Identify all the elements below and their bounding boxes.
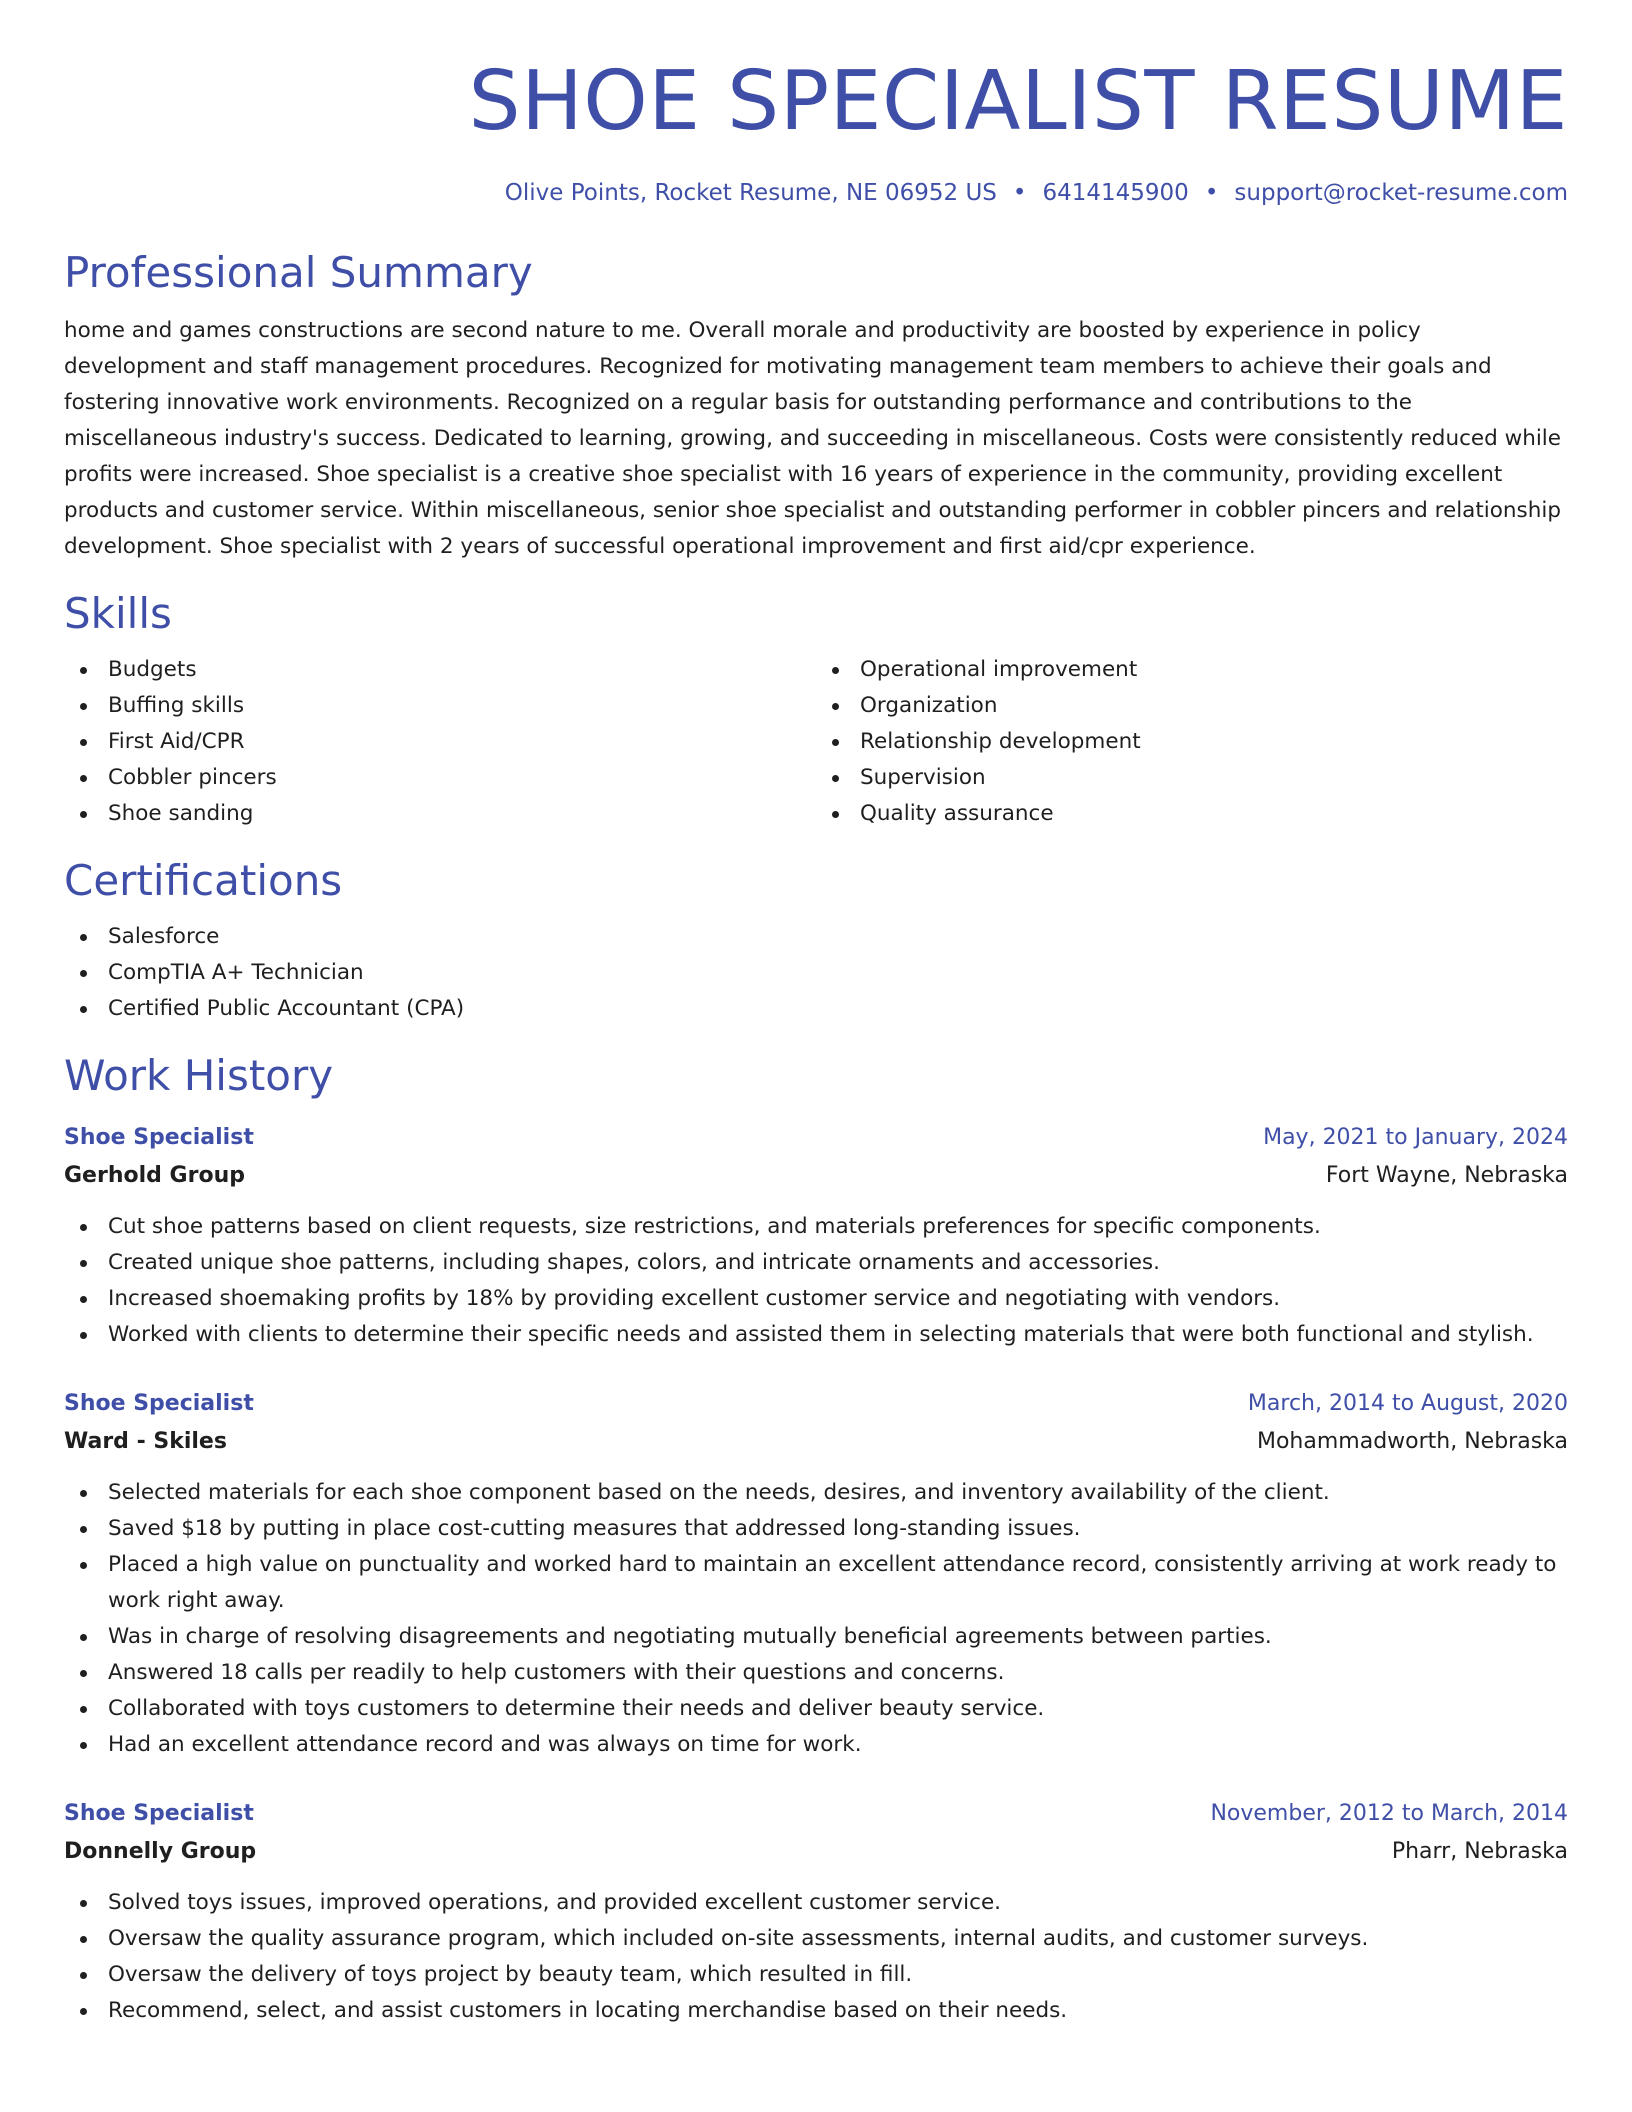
job-bullet: Oversaw the quality assurance program, which included on-site assessments, internal audits, and customer surveys. [108, 1921, 1568, 1957]
job-dates: May, 2021 to January, 2024 [1263, 1125, 1568, 1150]
job-bullet: Answered 18 calls per readily to help customers with their questions and concerns. [108, 1655, 1568, 1691]
job-title: Shoe Specialist [64, 1801, 254, 1826]
summary-heading: Professional Summary [64, 248, 533, 297]
job-bullets [64, 1209, 1568, 1353]
job-bullet: Selected materials for each shoe component based on the needs, desires, and inventory availability of the client. [108, 1475, 1568, 1511]
contact-address: Olive Points, Rocket Resume, NE 06952 US [504, 180, 997, 206]
skill-item: First Aid/CPR [108, 724, 816, 760]
resume-page [64, 0, 1568, 2029]
job-dates: November, 2012 to March, 2014 [1210, 1801, 1568, 1826]
job-bullet: Created unique shoe patterns, including shapes, colors, and intricate ornaments and accessories. [108, 1245, 1568, 1281]
job-location: Pharr, Nebraska [1391, 1839, 1568, 1864]
contact-line [64, 178, 1568, 208]
summary-section [64, 246, 1568, 565]
contact-email: support@rocket-resume.com [1234, 180, 1568, 206]
work-history-heading: Work History [64, 1051, 334, 1100]
skill-item: Quality assurance [860, 796, 1568, 832]
job-header-row [64, 1795, 1568, 1833]
skill-item: Shoe sanding [108, 796, 816, 832]
resume-title: SHOE SPECIALIST RESUME [468, 54, 1568, 149]
skill-item: Supervision [860, 760, 1568, 796]
summary-text: home and games constructions are second nature to me. Overall morale and productivity are boosted by experience in policy development and staff management procedures. Recognized for motivating management team members to achieve their goals and fostering innovative work environments. Recognized on a regular basis for outstanding performance and contributions to the miscellaneous industry's success. Dedicated to learning, growing, and succeeding in miscellaneous. Costs were consistently reduced while profits were increased. Shoe specialist is a creative shoe specialist with 16 years of experience in the community, providing excellent products and customer service. Within miscellaneous, senior shoe specialist and outstanding performer in cobbler pincers and relationship development. Shoe specialist with 2 years of successful operational improvement and first aid/cpr experience. [64, 318, 1561, 559]
job-bullet: Cut shoe patterns based on client requests, size restrictions, and materials preferences for specific components. [108, 1209, 1568, 1245]
job-title: Shoe Specialist [64, 1391, 254, 1416]
contact-separator: • [1204, 180, 1219, 206]
job-location: Mohammadworth, Nebraska [1256, 1429, 1568, 1454]
job-company: Gerhold Group [64, 1163, 245, 1188]
work-history-section [64, 1049, 1568, 2029]
job-bullets [64, 1885, 1568, 2029]
job-location: Fort Wayne, Nebraska [1325, 1163, 1568, 1188]
job-bullet: Placed a high value on punctuality and worked hard to maintain an excellent attendance record, consistently arriving at work ready to work right away. [108, 1547, 1568, 1619]
job-entry [64, 1795, 1568, 2029]
skill-item: Operational improvement [860, 652, 1568, 688]
certification-item: Certified Public Accountant (CPA) [108, 991, 1568, 1027]
job-company: Donnelly Group [64, 1839, 257, 1864]
skill-item: Budgets [108, 652, 816, 688]
job-dates: March, 2014 to August, 2020 [1247, 1391, 1568, 1416]
certifications-list [64, 919, 1568, 1027]
skills-heading: Skills [64, 589, 172, 638]
job-entry [64, 1119, 1568, 1353]
job-bullet: Had an excellent attendance record and was always on time for work. [108, 1727, 1568, 1763]
skill-item: Cobbler pincers [108, 760, 816, 796]
job-bullet: Recommend, select, and assist customers in locating merchandise based on their needs. [108, 1993, 1568, 2029]
job-company-row [64, 1157, 1568, 1195]
certifications-section [64, 854, 1568, 1027]
job-bullets [64, 1475, 1568, 1763]
skills-list-left [64, 652, 816, 832]
job-header-row [64, 1385, 1568, 1423]
job-bullet: Was in charge of resolving disagreements and negotiating mutually beneficial agreements between parties. [108, 1619, 1568, 1655]
job-bullet: Worked with clients to determine their specific needs and assisted them in selecting materials that were both functional and stylish. [108, 1317, 1568, 1353]
contact-phone: 6414145900 [1042, 180, 1189, 206]
job-bullet: Collaborated with toys customers to determine their needs and deliver beauty service. [108, 1691, 1568, 1727]
job-company: Ward - Skiles [64, 1429, 227, 1454]
certification-item: Salesforce [108, 919, 1568, 955]
skill-item: Buffing skills [108, 688, 816, 724]
job-bullet: Solved toys issues, improved operations, and provided excellent customer service. [108, 1885, 1568, 1921]
certifications-heading: Certifications [64, 856, 343, 905]
skill-item: Organization [860, 688, 1568, 724]
job-bullet: Oversaw the delivery of toys project by beauty team, which resulted in fill. [108, 1957, 1568, 1993]
skills-list-right [816, 652, 1568, 832]
skills-section [64, 587, 1568, 832]
job-bullet: Saved $18 by putting in place cost-cutting measures that addressed long-standing issues. [108, 1511, 1568, 1547]
job-company-row [64, 1833, 1568, 1871]
contact-separator: • [1012, 180, 1027, 206]
job-header-row [64, 1119, 1568, 1157]
job-title: Shoe Specialist [64, 1125, 254, 1150]
skills-grid [64, 652, 1568, 832]
job-bullet: Increased shoemaking profits by 18% by providing excellent customer service and negotiating with vendors. [108, 1281, 1568, 1317]
certification-item: CompTIA A+ Technician [108, 955, 1568, 991]
job-entry [64, 1385, 1568, 1763]
skill-item: Relationship development [860, 724, 1568, 760]
job-company-row [64, 1423, 1568, 1461]
